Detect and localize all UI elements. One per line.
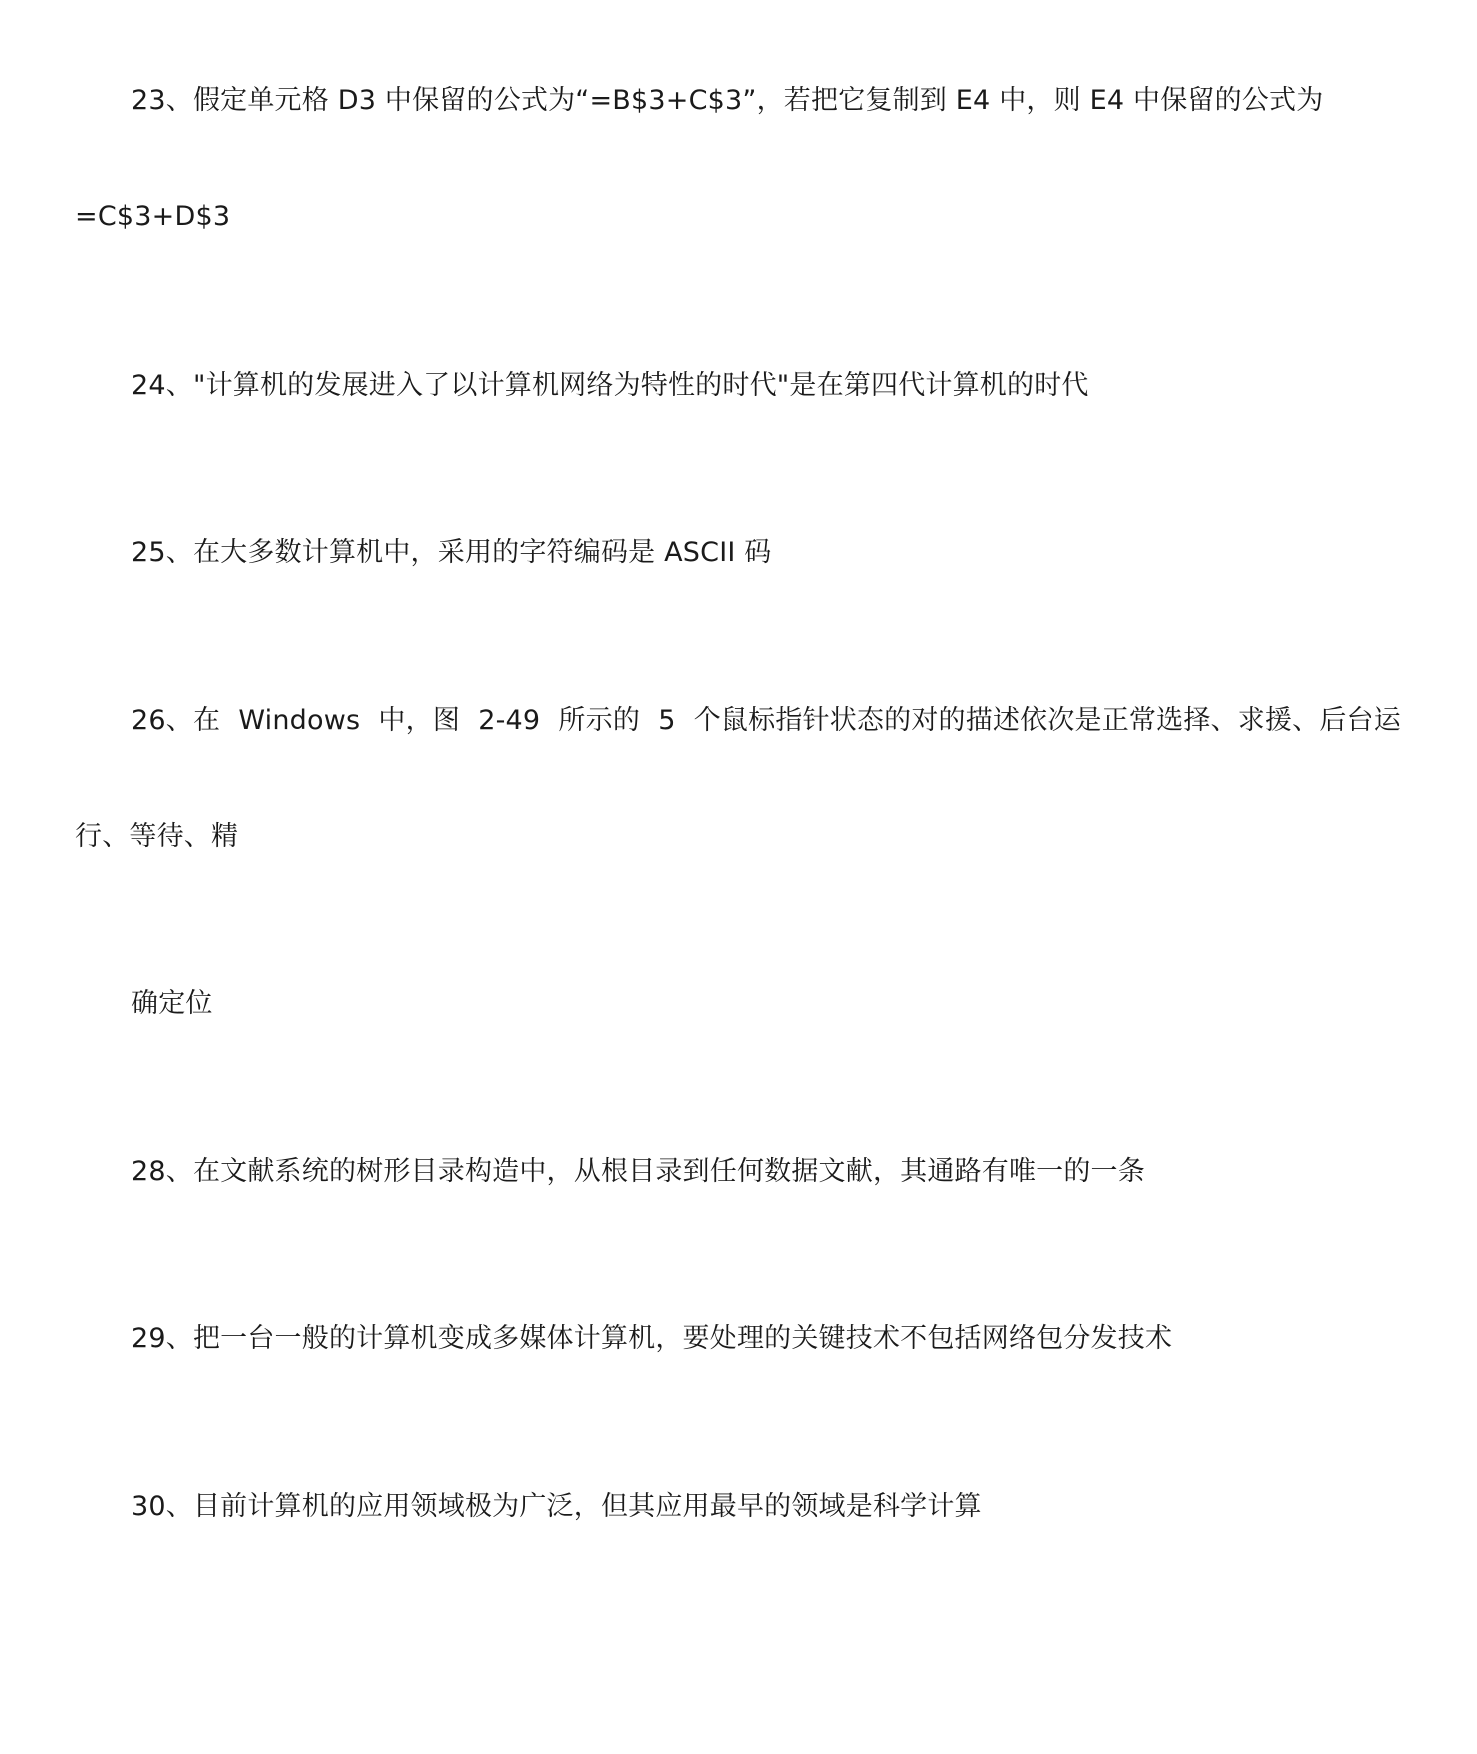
question-26-word: 2-49 [478,705,541,736]
question-26-line-1 [131,704,1401,738]
question-28: 28、在文献系统的树形目录构造中，从根目录到任何数据文献，其通路有唯一的一条 [131,1156,1145,1187]
question-25: 25、在大多数计算机中，采用的字符编码是 ASCII 码 [131,537,772,568]
question-26-word: 中，图 [378,705,461,736]
question-26-word: Windows [238,705,361,736]
question-23-line-2: =C$3+D$3 [75,201,231,232]
question-26-word: 5 [658,705,676,736]
question-26-line-2: 行、等待、精 [75,821,239,852]
question-24: 24、"计算机的发展进入了以计算机网络为特性的时代"是在第四代计算机的时代 [131,370,1089,401]
question-23-line-1: 23、假定单元格 D3 中保留的公式为“=B$3+C$3”，若把它复制到 E4 中，则 E4 中保留的公式为 [131,85,1324,116]
question-26-line-3: 确定位 [131,988,213,1019]
question-26-word: 个鼠标指针状态的对的描述依次是正常选择、求援、后台运 [693,705,1401,736]
question-26-word: 所示的 [558,705,641,736]
question-26-word: 26、在 [131,705,221,736]
question-30: 30、目前计算机的应用领域极为广泛，但其应用最早的领域是科学计算 [131,1491,982,1522]
question-29: 29、把一台一般的计算机变成多媒体计算机，要处理的关键技术不包括网络包分发技术 [131,1323,1173,1354]
